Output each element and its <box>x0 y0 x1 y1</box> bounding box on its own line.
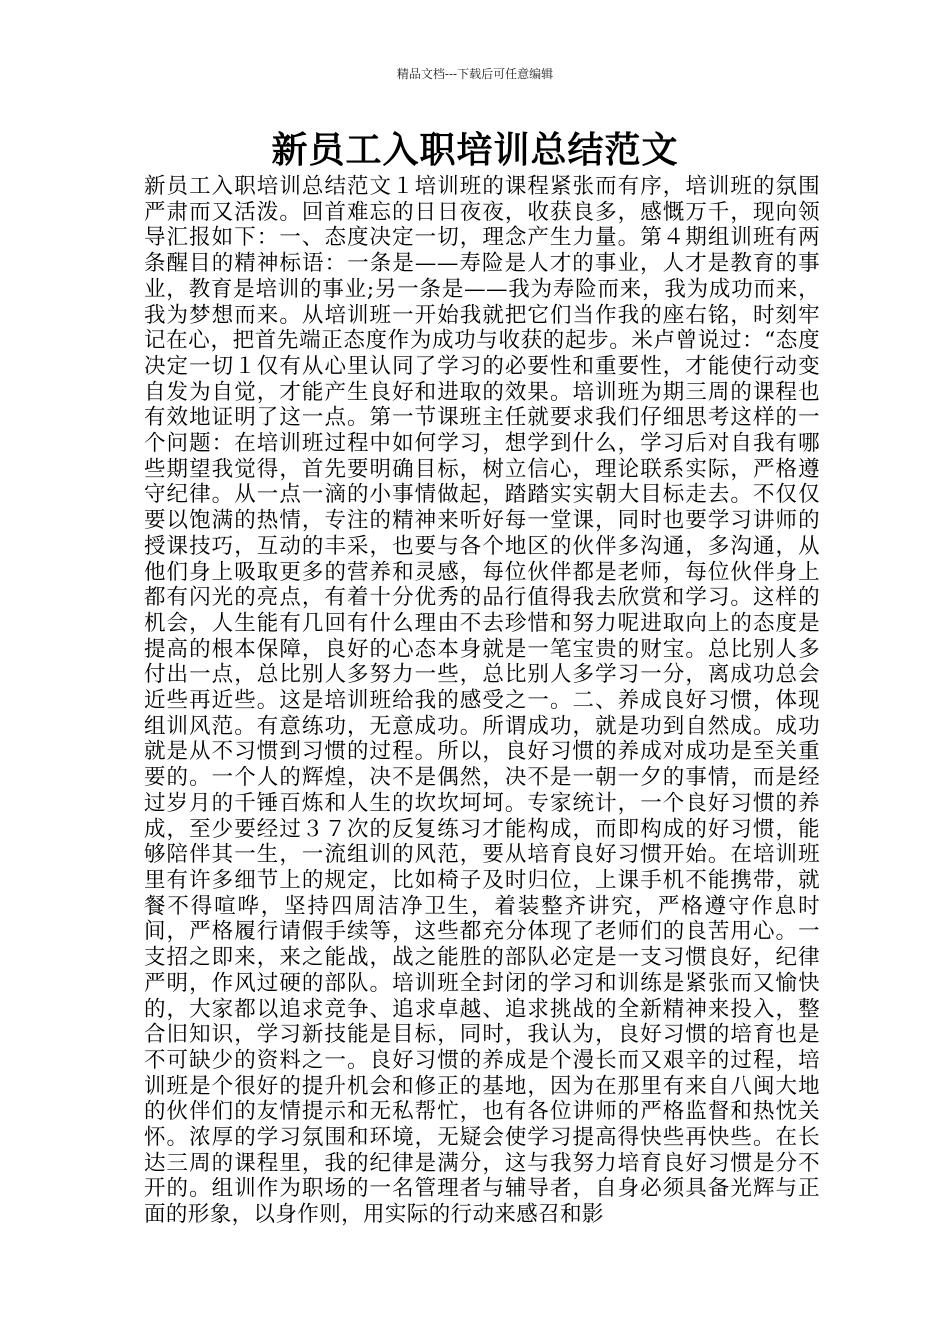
document-title: 新员工入职培训总结范文 <box>271 130 679 171</box>
page-header-note: 精品文档---下载后可任意编辑 <box>396 67 554 81</box>
document-body-paragraph: 新员工入职培训总结范文１培训班的课程紧张而有序，培训班的氛围严肃而又活泼。回首难忘的日日夜夜，收获良多，感慨万千，现向领导汇报如下：一、态度决定一切，理念产生力量。第４期组训班有两条醒目的精神标语：一条是——寿险是人才的事业，人才是教育的事业，教育是培训的事业;另一条是——我为寿险而来，我为成功而来，我为梦想而来。从培训班一开始我就把它们当作我的座右铭，时刻牢记在心，把首先端正态度作为成功与收获的起步。米卢曾说过：“态度决定一切１仅有从心里认同了学习的必要性和重要性，才能使行动变自发为自觉，才能产生良好和进取的效果。培训班为期三周的课程也有效地证明了这一点。第一节课班主任就要求我们仔细思考这样的一个问题：在培训班过程中如何学习，想学到什么，学习后对自我有哪些期望我觉得，首先要明确目标，树立信心，理论联系实际，严格遵守纪律。从一点一滴的小事情做起，踏踏实实朝大目标走去。不仅仅要以饱满的热情，专注的精神来听好每一堂课，同时也要学习讲师的授课技巧，互动的丰采，也要与各个地区的伙伴多沟通，多沟通，从他们身上吸取更多的营养和灵感，每位伙伴都是老师，每位伙伴身上都有闪光的亮点，有着十分优秀的品行值得我去欣赏和学习。这样的机会，人生能有几回有什么理由不去珍惜和努力呢进取向上的态度是提高的根本保障，良好的心态本身就是一笔宝贵的财宝。总比别人多付出一点，总比别人多努力一些，总比别人多学习一分，离成功总会近些再近些。这是培训班给我的感受之一。二、养成良好习惯，体现组训风范。有意练功，无意成功。所谓成功，就是功到自然成。成功就是从不习惯到习惯的过程。所以，良好习惯的养成对成功是至关重要的。一个人的辉煌，决不是偶然，决不是一朝一夕的事情，而是经过岁月的千锤百炼和人生的坎坎坷坷。专家统计，一个良好习惯的养成，至少要经过３７次的反复练习才能构成，而即构成的好习惯，能够陪伴其一生，一流组训的风范，要从培育良好习惯开始。在培训班里有许多细节上的规定，比如椅子及时归位，上课手机不能携带，就餐不得喧哗，坚持四周洁净卫生，着装整齐讲究，严格遵守作息时间，严格履行请假手续等，这些都充分体现了老师们的良苦用心。一支招之即来，来之能战，战之能胜的部队必定是一支习惯良好，纪律严明，作风过硬的部队。培训班全封闭的学习和训练是紧张而又愉快的，大家都以追求竞争、追求卓越、追求挑战的全新精神来投入，整合旧知识，学习新技能是目标，同时，我认为，良好习惯的培育也是不可缺少的资料之一。良好习惯的养成是个漫长而又艰辛的过程，培训班是个很好的提升机会和修正的基地，因为在那里有来自八闽大地的伙伴们的友情提示和无私帮忙，也有各位讲师的严格监督和热忱关怀。浓厚的学习氛围和环境，无疑会使学习提高得快些再快些。在长达三周的课程里，我的纪律是满分，这与我努力培育良好习惯是分不开的。组训作为职场的一名管理者与辅导者，自身必须具备光辉与正面的形象，以身作则，用实际的行动来感召和影 <box>144 174 820 1228</box>
